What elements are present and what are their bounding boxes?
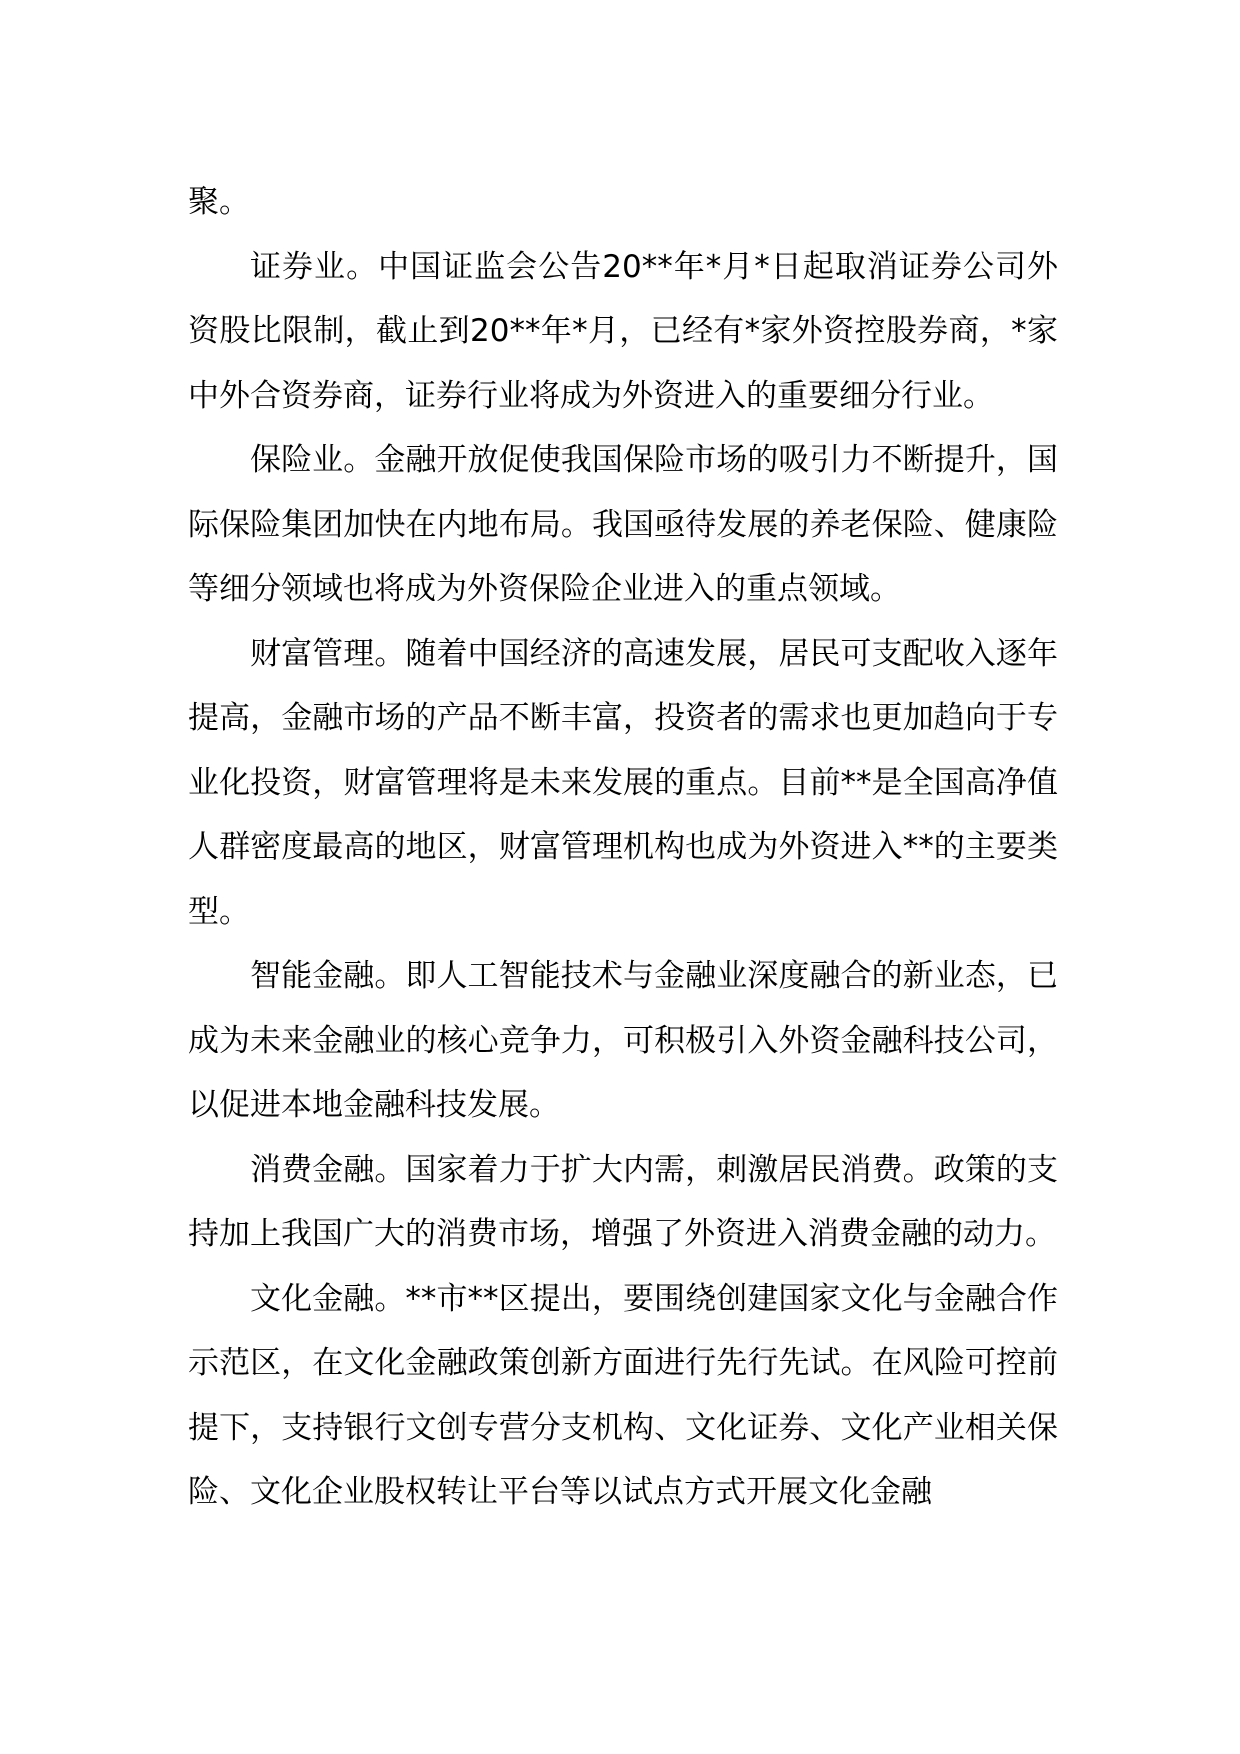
paragraph-securities: 证券业。中国证监会公告20**年*月*日起取消证券公司外资股比限制，截止到20**年*月，已经有*家外资控股券商，*家中外合资券商，证券行业将成为外资进入的重要细分行业。 — [188, 248, 1058, 414]
paragraph-smart-finance: 智能金融。即人工智能技术与金融业深度融合的新业态，已成为未来金融业的核心竞争力，可积极引入外资金融科技公司，以促进本地金融科技发展。 — [188, 958, 1058, 1123]
paragraph-continuation: 聚。 — [188, 184, 250, 220]
document-body — [188, 170, 1058, 1525]
paragraph-wealth-management: 财富管理。随着中国经济的高速发展，居民可支配收入逐年提高，金融市场的产品不断丰富，投资者的需求也更加趋向于专业化投资，财富管理将是未来发展的重点。目前**是全国高净值人群密度最高的地区，财富管理机构也成为外资进入**的主要类型。 — [188, 635, 1058, 930]
paragraph-consumer-finance: 消费金融。国家着力于扩大内需，刺激居民消费。政策的支持加上我国广大的消费市场，增强了外资进入消费金融的动力。 — [188, 1151, 1058, 1252]
paragraph-insurance: 保险业。金融开放促使我国保险市场的吸引力不断提升，国际保险集团加快在内地布局。我国亟待发展的养老保险、健康险等细分领域也将成为外资保险企业进入的重点领域。 — [188, 442, 1058, 607]
paragraph-cultural-finance: 文化金融。**市**区提出，要围绕创建国家文化与金融合作示范区，在文化金融政策创新方面进行先行先试。在风险可控前提下，支持银行文创专营分支机构、文化证券、文化产业相关保险、文化企业股权转让平台等以试点方式开展文化金融 — [188, 1280, 1058, 1510]
